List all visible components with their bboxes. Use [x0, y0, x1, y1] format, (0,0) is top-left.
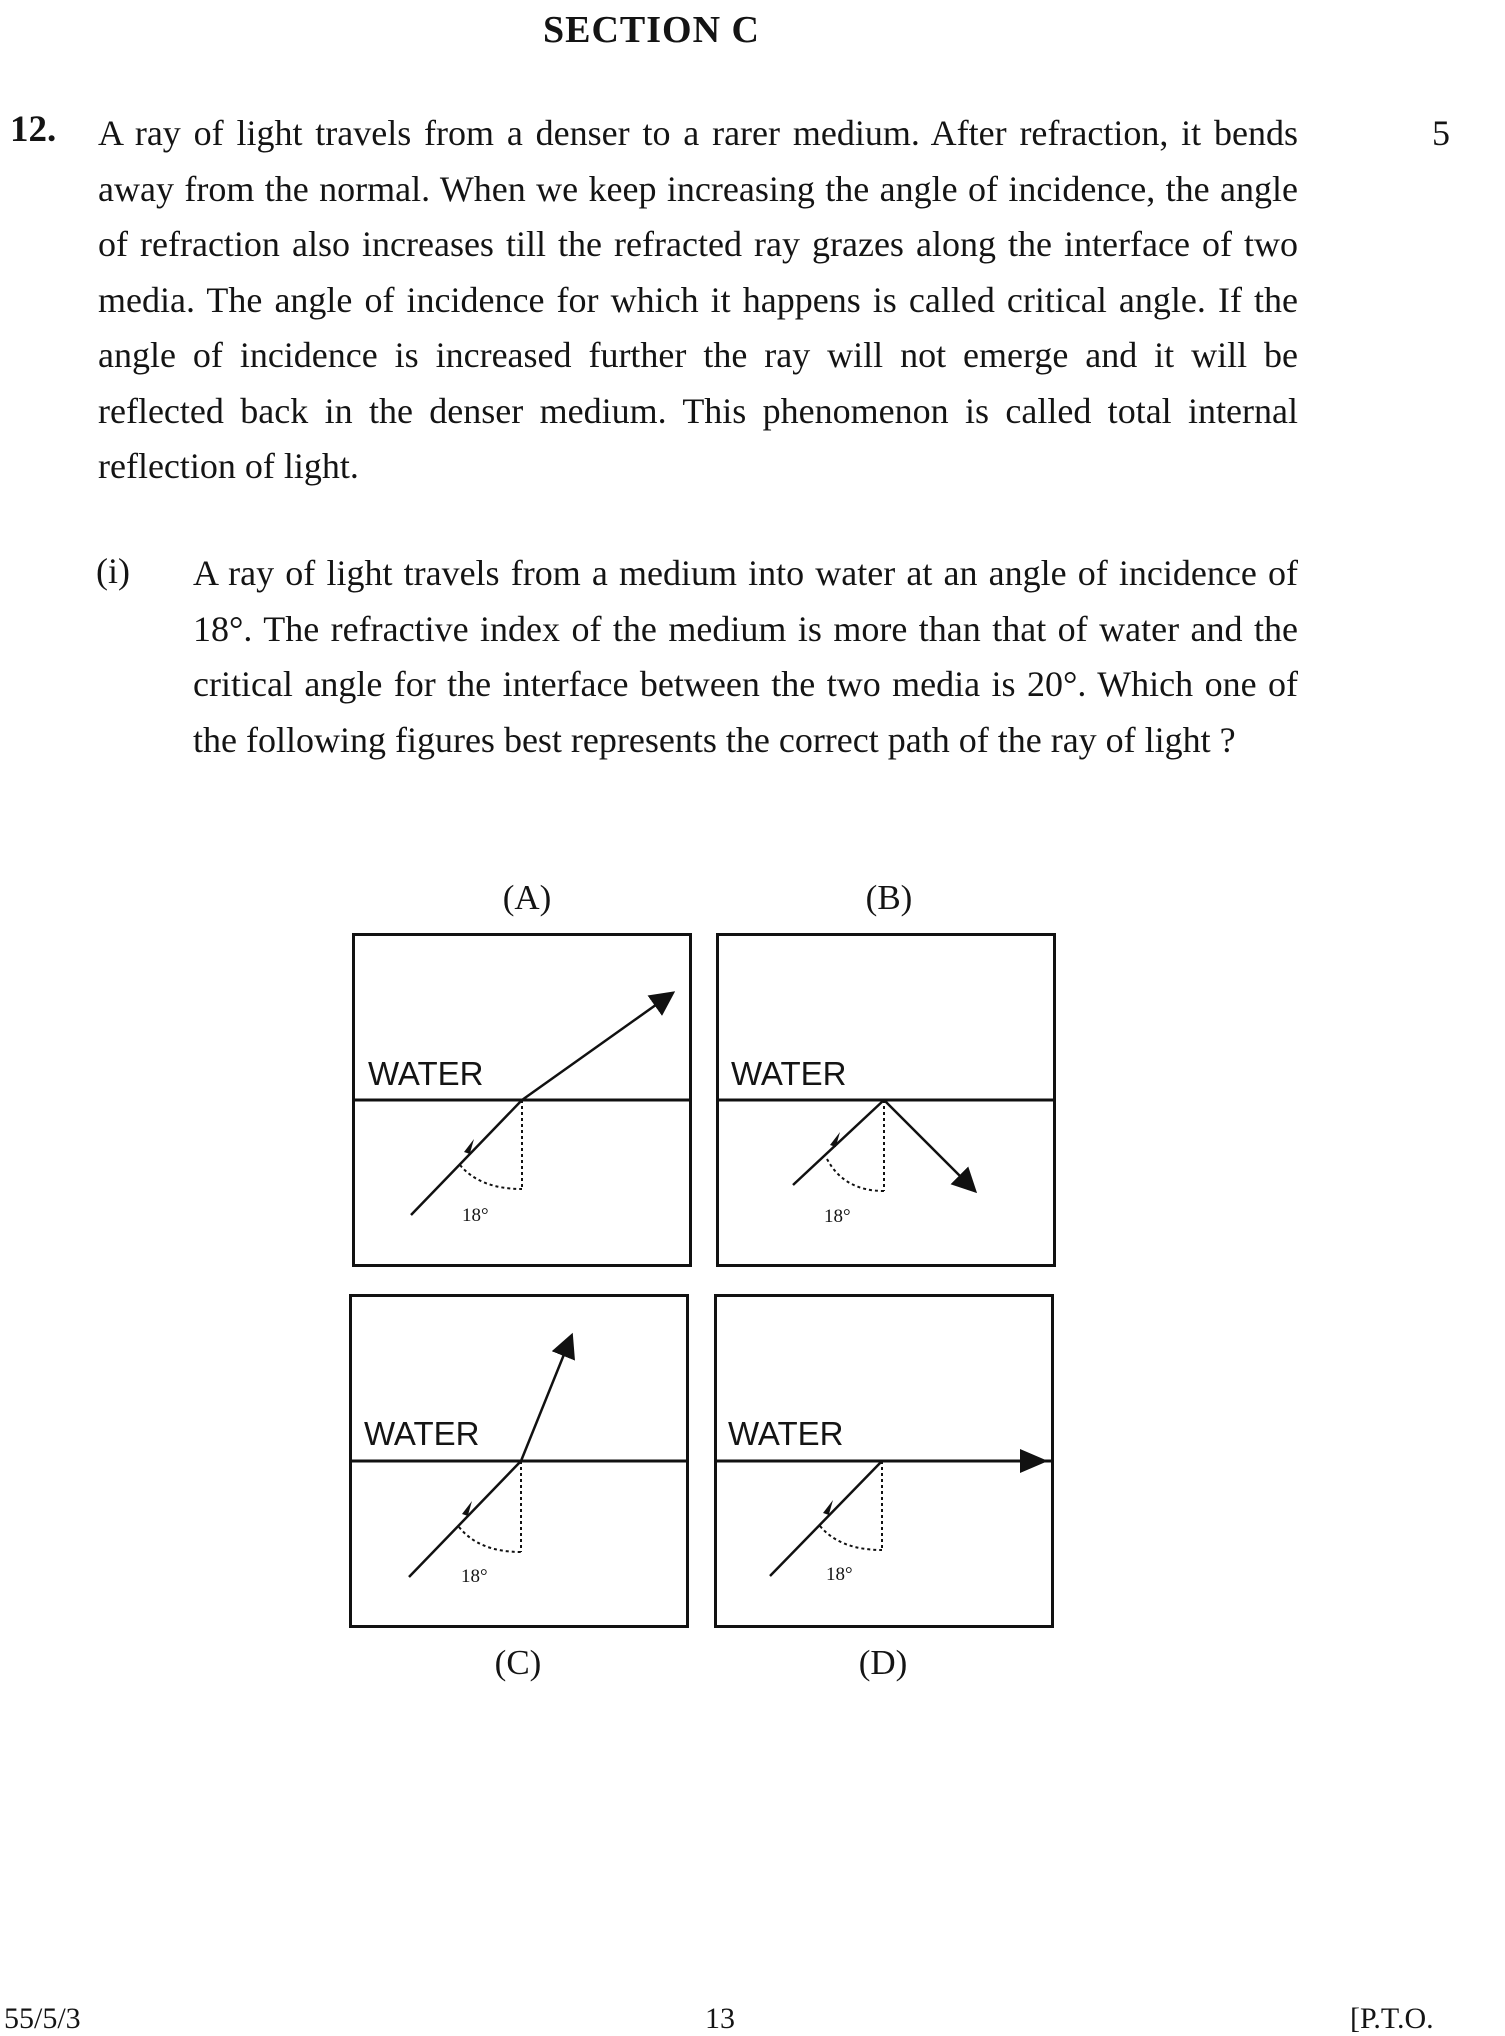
- question-text: A ray of light travels from a denser to a rarer medium. After refraction, it bends away from the normal. When we keep increasing the angle of incidence, the angle of refraction also increases till the refracted ray grazes along the interface of two media. The angle of incidence for which it happens is called critical angle. If the angle of incidence is increased further the ray will not emerge and it will be reflected back in the denser medium. This phenomenon is called total internal reflection of light.: [98, 113, 1298, 486]
- angle-arc: [820, 1526, 882, 1550]
- subquestion-number: (i): [96, 551, 130, 591]
- figure-d-angle-label: 18°: [826, 1564, 853, 1585]
- figure-a-label: (A): [502, 878, 552, 917]
- angle-arc: [827, 1159, 884, 1191]
- figure-a-diagram: [352, 933, 692, 1267]
- figure-d-label: (D): [858, 1643, 908, 1682]
- incident-ray: [409, 1461, 521, 1577]
- incident-ray: [411, 1100, 522, 1215]
- refracted-ray: [522, 997, 667, 1100]
- figure-c-angle-label: 18°: [461, 1566, 488, 1587]
- section-title: SECTION C: [543, 9, 760, 51]
- figure-c-diagram: [349, 1294, 689, 1628]
- figure-c-label: (C): [494, 1643, 542, 1682]
- figure-d-water-label: WATER: [728, 1415, 844, 1452]
- incident-ray: [793, 1100, 884, 1185]
- subquestion-text: A ray of light travels from a medium into water at an angle of incidence of 18°. The refractive index of the medium is more than that of water and the critical angle for the interface between the two media is 20°. Which one of the following figures best represents the correct path of the ray of light ?: [193, 553, 1298, 760]
- question-number: 12.: [10, 109, 57, 150]
- footer-paper-code: 55/5/3: [4, 2002, 81, 2035]
- angle-arc: [460, 1165, 522, 1189]
- figure-d-diagram: [714, 1294, 1054, 1628]
- figure-a-angle-label: 18°: [462, 1205, 489, 1226]
- angle-arc: [459, 1527, 521, 1552]
- question-marks: 5: [1432, 113, 1450, 153]
- footer-pto: [P.T.O.: [1350, 2002, 1434, 2035]
- figure-b-water-label: WATER: [731, 1055, 847, 1092]
- figure-a-water-label: WATER: [368, 1055, 484, 1092]
- grazing-arrowhead: [1020, 1449, 1048, 1473]
- footer-page-number: 13: [705, 2002, 735, 2035]
- reflected-ray: [884, 1100, 970, 1186]
- refracted-ray: [521, 1342, 569, 1461]
- incident-ray: [770, 1461, 882, 1576]
- figure-c-water-label: WATER: [364, 1415, 480, 1452]
- figure-b-diagram: [716, 933, 1056, 1267]
- figure-b-label: (B): [865, 878, 913, 917]
- incident-arrowhead: [830, 1132, 840, 1147]
- figure-b-angle-label: 18°: [824, 1206, 851, 1227]
